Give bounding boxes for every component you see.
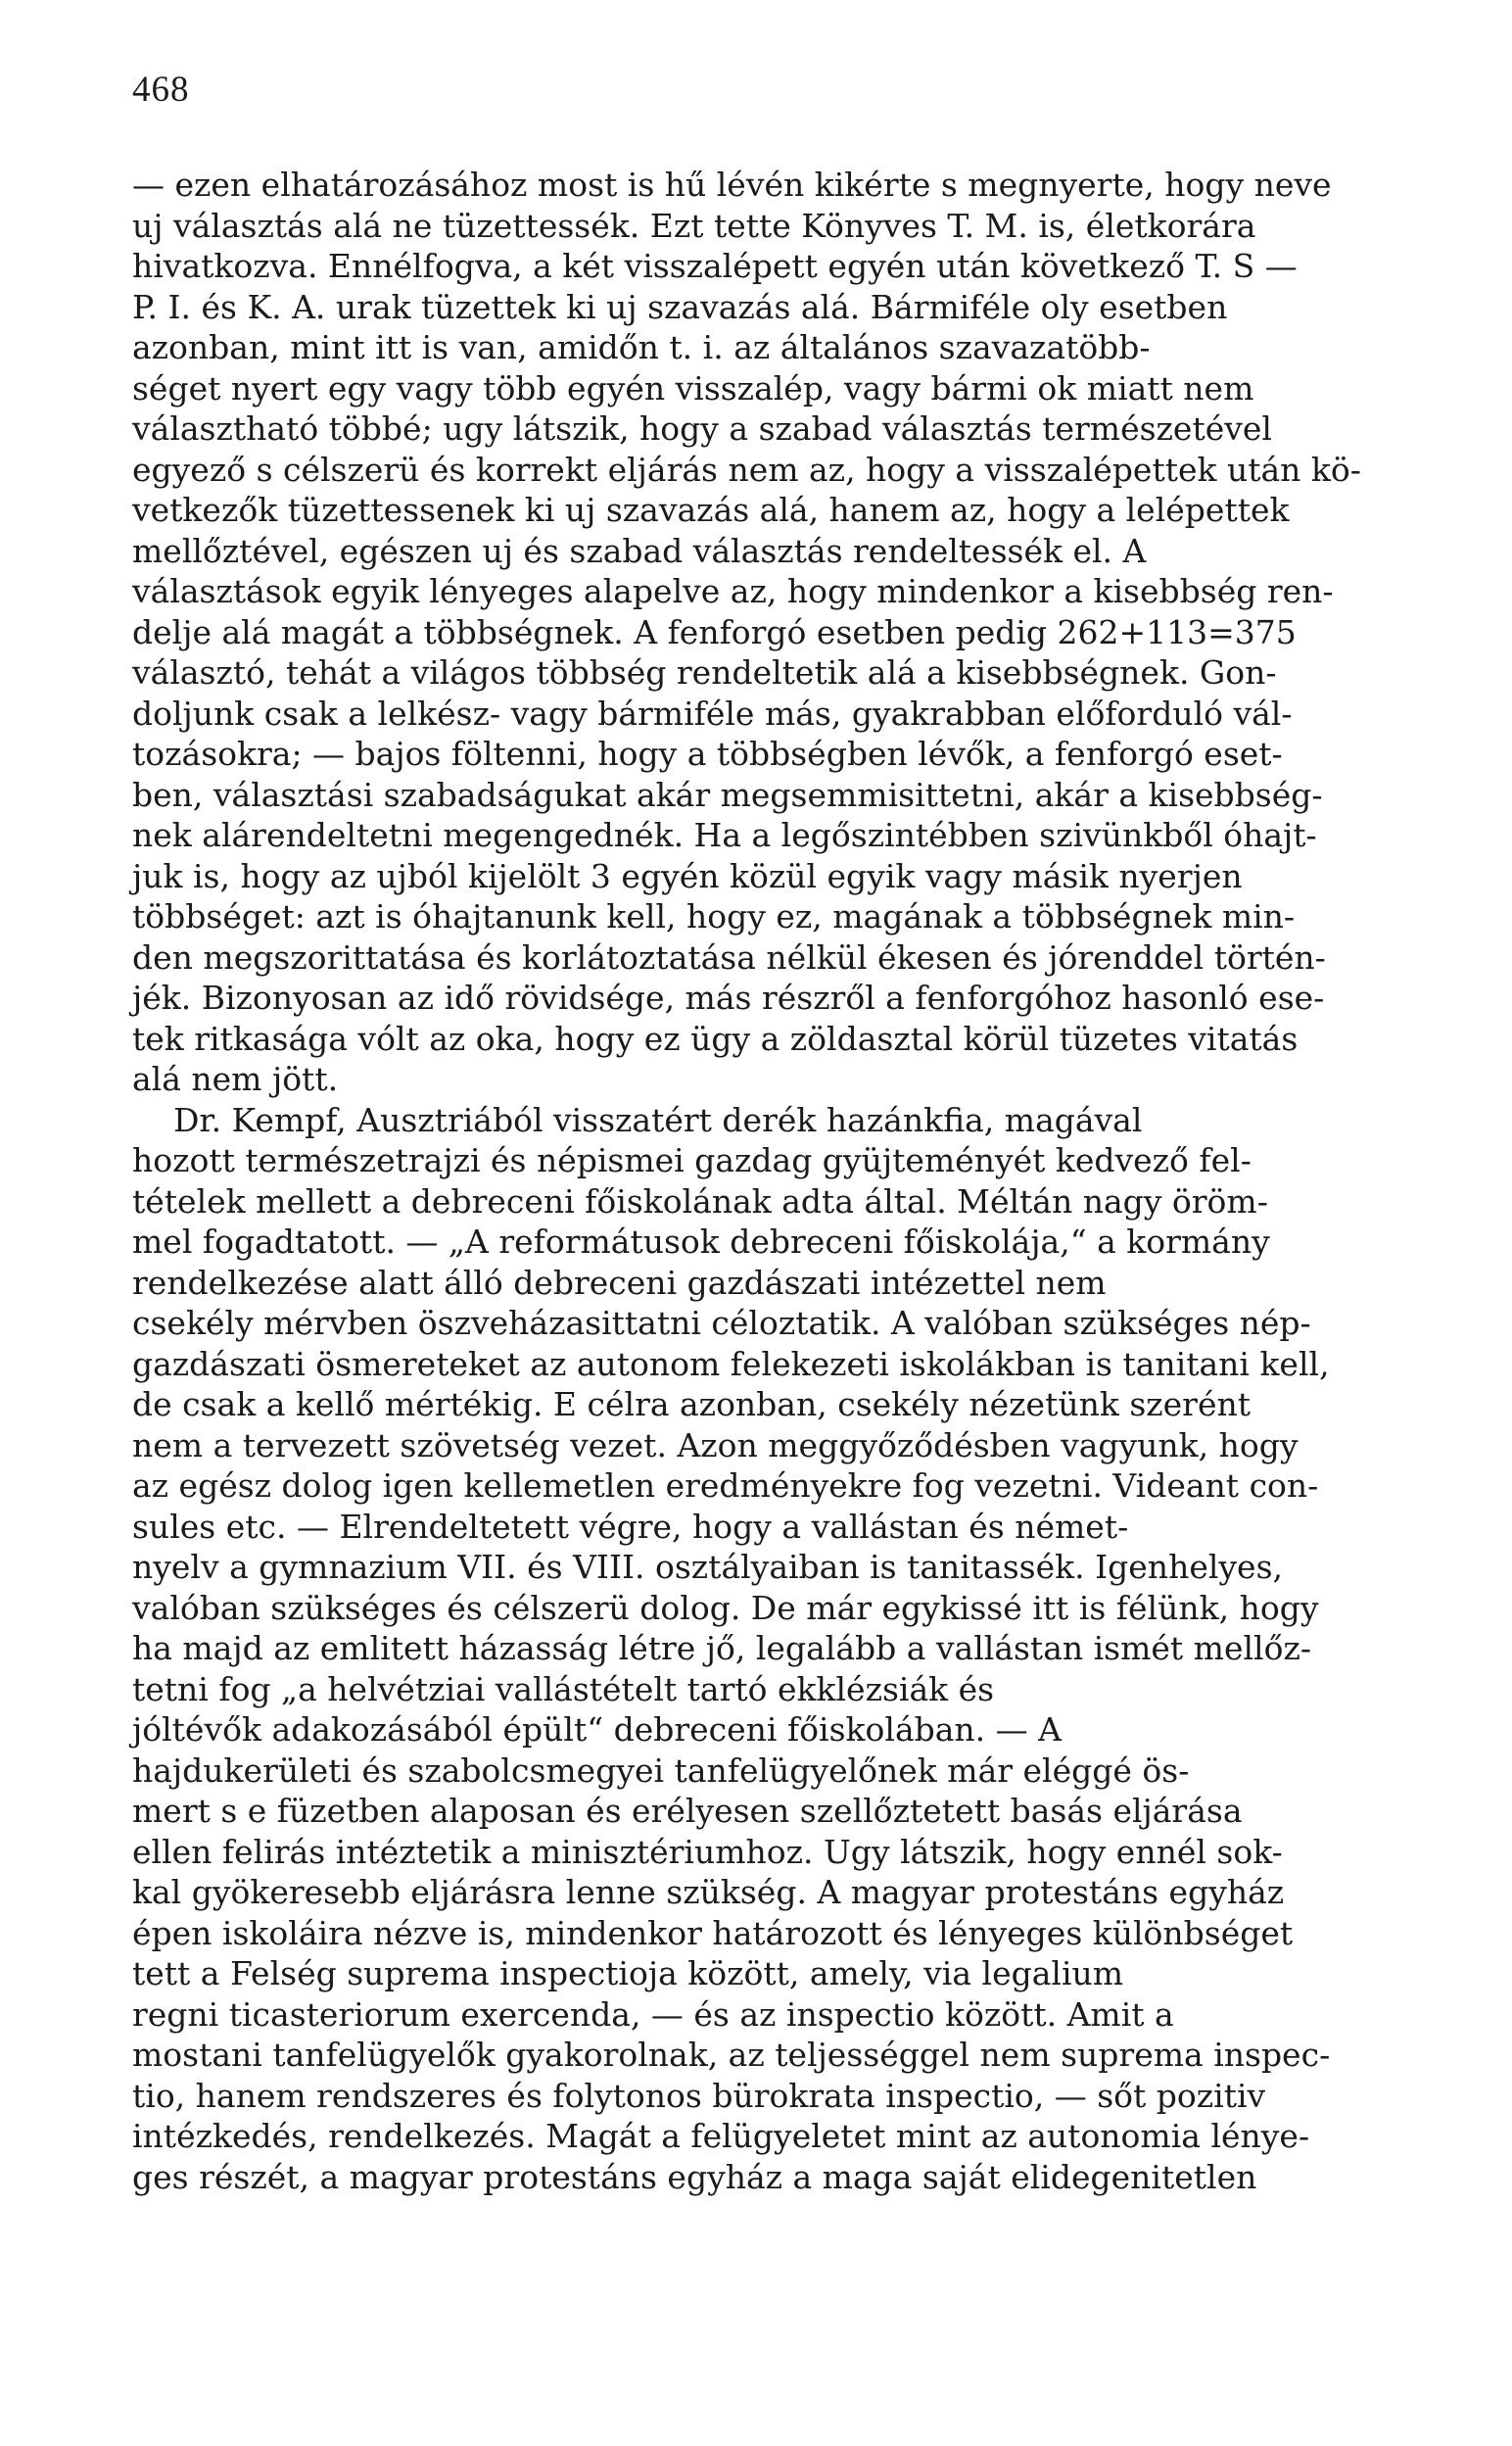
body-text (132, 165, 1395, 2197)
text-line: ben, választási szabadságukat akár megsemmisittetni, akár a kisebbség- (132, 775, 1323, 814)
text-line: delje alá magát a többségnek. A fenforgó esetben pedig 262+113=375 (132, 612, 1297, 651)
text-line: den megszorittatása és korlátoztatása nélkül ékesen és jórenddel történ- (132, 937, 1326, 977)
text-line: Dr. Kempf, Ausztriából visszatért derék hazánkfia, magával (132, 1100, 1143, 1139)
text-line: tételek mellett a debreceni főiskolának adta által. Méltán nagy öröm- (132, 1181, 1268, 1221)
text-line: nyelv a gymnazium VII. és VIII. osztályaiban is tanitassék. Igenhelyes, (132, 1548, 1283, 1586)
text-line: gazdászati ösmereteket az autonom felekezeti iskolákban is tanitani kell, (132, 1344, 1330, 1383)
text-line: mert s e füzetben alaposan és erélyesen szellőztetett basás eljárása (132, 1792, 1243, 1830)
text-line: rendelkezése alatt álló debreceni gazdászati intézettel nem (132, 1263, 1107, 1302)
text-line: választó, tehát a világos többség rendeltetik alá a kisebbségnek. Gon- (132, 653, 1277, 692)
text-line: vetkezők tüzettessenek ki uj szavazás alá, hanem az, hogy a lelépettek (132, 491, 1290, 529)
text-line: P. I. és K. A. urak tüzettek ki uj szavazás alá. Bármiféle oly esetben (132, 287, 1228, 326)
text-line: mel fogadtatott. — „A reformátusok debreceni főiskolája,“ a kormány (132, 1223, 1270, 1261)
text-line: ges részét, a magyar protestáns egyház a maga saját elidegenitetlen (132, 2157, 1257, 2196)
text-line: azonban, mint itt is van, amidőn t. i. az általános szavazatöbb- (132, 328, 1151, 366)
text-line: tetni fog „a helvétziai vallástételt tartó ekklézsiák és (132, 1669, 995, 1708)
text-line: ha majd az emlitett házasság létre jő, legalább a vallástan ismét mellőz- (132, 1629, 1312, 1667)
text-line: tek ritkasága vólt az oka, hogy ez ügy a zöldasztal körül tüzetes vitatás (132, 1019, 1299, 1058)
text-line: doljunk csak a lelkész- vagy bármiféle más, gyakrabban előforduló vál- (132, 694, 1293, 733)
text-line: többséget: azt is óhajtanunk kell, hogy ez, magának a többségnek min- (132, 897, 1296, 935)
text-line: sules etc. — Elrendeltetett végre, hogy a vallástan és német- (132, 1507, 1129, 1546)
text-line: jék. Bizonyosan az idő rövidsége, más részről a fenforgóhoz hasonló ese- (132, 979, 1325, 1017)
text-line: hajdukerületi és szabolcsmegyei tanfelügyelőnek már eléggé ös- (132, 1751, 1190, 1790)
text-line: egyező s célszerü és korrekt eljárás nem az, hogy a visszalépettek után kö- (132, 450, 1361, 489)
text-line: ellen felirás intéztetik a minisztériumhoz. Ugy látszik, hogy ennél sok- (132, 1832, 1283, 1871)
text-line: uj választás alá ne tüzettessék. Ezt tette Könyves T. M. is, életkorára (132, 206, 1256, 245)
text-line: hozott természetrajzi és népismei gazdag gyüjteményét kedvező fel- (132, 1141, 1252, 1179)
text-line: csekély mérvben öszveházasittatni céloztatik. A valóban szükséges nép- (132, 1304, 1311, 1342)
text-line: épen iskoláira nézve is, mindenkor határozott és lényeges különbséget (132, 1913, 1294, 1952)
text-line: juk is, hogy az ujból kijelölt 3 egyén közül egyik vagy másik nyerjen (132, 856, 1243, 895)
text-line: mellőztével, egészen uj és szabad választás rendeltessék el. A (132, 531, 1147, 570)
text-line: mostani tanfelügyelők gyakorolnak, az teljességgel nem suprema inspec- (132, 2036, 1331, 2074)
text-line: de csak a kellő mértékig. E célra azonban, csekély nézetünk szerént (132, 1385, 1251, 1423)
text-line: hivatkozva. Ennélfogva, a két visszalépett egyén után következő T. S — (132, 247, 1298, 285)
text-line: kal gyökeresebb eljárásra lenne szükség. A magyar protestáns egyház (132, 1873, 1285, 1911)
text-line: valóban szükséges és célszerü dolog. De már egykissé itt is félünk, hogy (132, 1588, 1319, 1627)
text-line: — ezen elhatározásához most is hű lévén kikérte s megnyerte, hogy neve (132, 166, 1332, 204)
page-number: 468 (132, 70, 190, 110)
text-line: intézkedés, rendelkezés. Magát a felügyeletet mint az autonomia lénye- (132, 2117, 1310, 2155)
text-line: az egész dolog igen kellemetlen eredményekre fog vezetni. Videant con- (132, 1466, 1319, 1505)
text-line: tozásokra; — bajos föltenni, hogy a többségben lévők, a fenforgó eset- (132, 735, 1283, 773)
text-line: tio, hanem rendszeres és folytonos bürokrata inspectio, — sőt pozitiv (132, 2076, 1266, 2115)
text-line: regni ticasteriorum exercenda, — és az inspectio között. Amit a (132, 1994, 1174, 2034)
text-line: séget nyert egy vagy több egyén visszalép, vagy bármi ok miatt nem (132, 368, 1254, 408)
text-line: tett a Felség suprema inspectioja között, amely, via legalium (132, 1954, 1124, 1992)
text-line: alá nem jött. (132, 1060, 339, 1098)
text-line: nek alárendeltetni megengednék. Ha a legőszintébben szivünkből óhajt- (132, 816, 1317, 854)
text-line: választások egyik lényeges alapelve az, hogy mindenkor a kisebbség ren- (132, 572, 1334, 610)
text-line: választható többé; ugy látszik, hogy a szabad választás természetével (132, 409, 1272, 448)
text-line: jóltévők adakozásából épült“ debreceni főiskolában. — A (132, 1710, 1062, 1749)
text-line: nem a tervezett szövetség vezet. Azon meggyőződésben vagyunk, hogy (132, 1425, 1299, 1464)
